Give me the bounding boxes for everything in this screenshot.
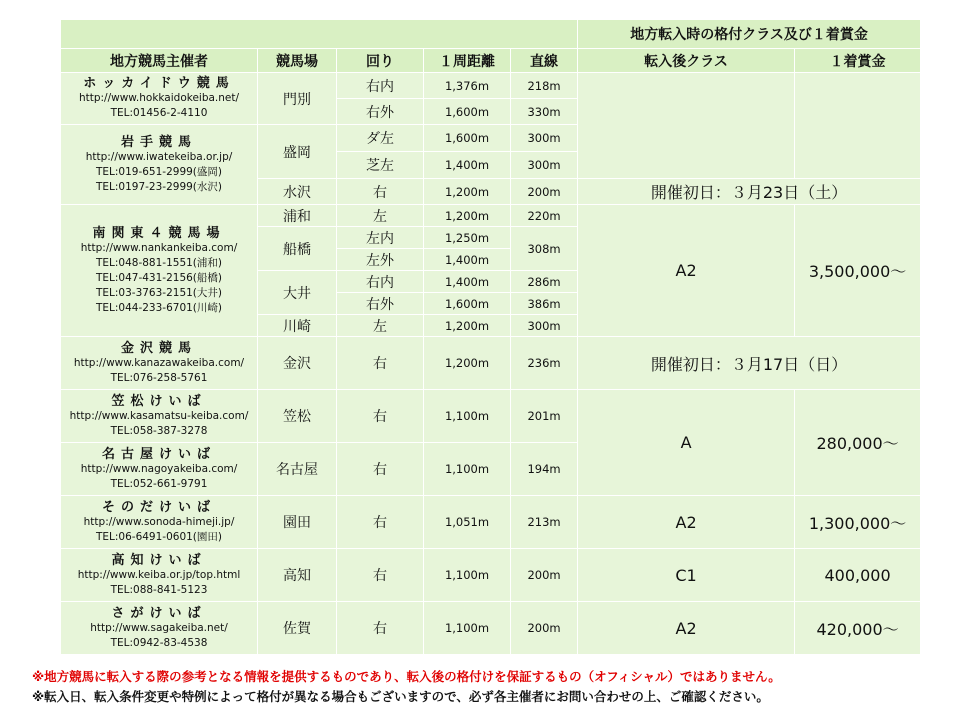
organizer-iwate (61, 125, 258, 205)
header-class: 転入後クラス (578, 49, 795, 73)
track-name: 水沢 (258, 179, 337, 205)
direction: 芝左 (337, 152, 424, 179)
organizer-tel: TEL:048-881-1551(浦和) (95, 256, 222, 269)
header-organizer: 地方競馬主催者 (61, 49, 258, 73)
organizer-tel: TEL:047-431-2156(船橋) (95, 271, 222, 284)
direction: 左 (337, 205, 424, 227)
straight: 220m (511, 205, 578, 227)
direction: 右 (337, 390, 424, 443)
straight: 330m (511, 99, 578, 125)
straight: 200m (511, 179, 578, 205)
first-prize: 420,000～ (795, 602, 921, 655)
direction: 右 (337, 443, 424, 496)
direction: 左 (337, 315, 424, 337)
organizer-tel: TEL:088-841-5123 (110, 583, 208, 596)
distance: 1,250m (424, 227, 511, 249)
track-name: 浦和 (258, 205, 337, 227)
direction: 右 (337, 496, 424, 549)
organizer-kasamatsu (61, 390, 258, 443)
track-name: 川崎 (258, 315, 337, 337)
direction: 左外 (337, 249, 424, 271)
straight: 286m (511, 271, 578, 293)
organizer-tel: TEL:01456-2-4110 (110, 107, 208, 119)
header-straight: 直線 (511, 49, 578, 73)
straight: 300m (511, 315, 578, 337)
prize-blank (795, 73, 921, 179)
track-name: 名古屋 (258, 443, 337, 496)
header-blank (61, 20, 578, 49)
header-group-title: 地方転入時の格付クラス及び１着賞金 (578, 20, 921, 49)
straight: 194m (511, 443, 578, 496)
straight: 201m (511, 390, 578, 443)
direction: 右外 (337, 99, 424, 125)
straight: 308m (511, 227, 578, 271)
header-prize: １着賞金 (795, 49, 921, 73)
straight: 218m (511, 73, 578, 99)
organizer-url[interactable]: http://www.kasamatsu-keiba.com/ (69, 409, 249, 422)
organizer-name: 金沢競馬 (120, 340, 197, 356)
direction: ダ左 (337, 125, 424, 152)
straight: 386m (511, 293, 578, 315)
disclaimer-line-1: ※地方競馬に転入する際の参考となる情報を提供するものであり、転入後の格付けを保証するもの（オフィシャル）ではありません。 (32, 669, 781, 684)
header-direction: 回り (337, 49, 424, 73)
opening-date-note: 開催初日：３月23日（土） (578, 179, 921, 205)
organizer-url[interactable]: http://www.kanazawakeiba.com/ (73, 356, 245, 369)
distance: 1,100m (424, 443, 511, 496)
organizer-url[interactable]: http://www.keiba.or.jp/top.html (77, 568, 241, 581)
distance: 1,100m (424, 390, 511, 443)
track-name: 高知 (258, 549, 337, 602)
header-track: 競馬場 (258, 49, 337, 73)
organizer-url[interactable]: http://www.iwatekeiba.or.jp/ (85, 150, 233, 163)
straight: 300m (511, 125, 578, 152)
header-distance: １周距離 (424, 49, 511, 73)
organizer-tel: TEL:058-387-3278 (110, 424, 208, 437)
first-prize: 3,500,000～ (795, 205, 921, 337)
direction: 左内 (337, 227, 424, 249)
organizer-sonoda (61, 496, 258, 549)
direction: 右内 (337, 271, 424, 293)
organizer-name: 岩手競馬 (120, 134, 197, 150)
direction: 右 (337, 602, 424, 655)
organizer-nagoya (61, 443, 258, 496)
track-name: 盛岡 (258, 125, 337, 179)
track-name: 大井 (258, 271, 337, 315)
organizer-name: 笠松けいば (111, 393, 207, 409)
organizer-name: さがけいば (111, 605, 207, 621)
transfer-info-table (60, 19, 921, 655)
direction: 右 (337, 179, 424, 205)
track-name: 門別 (258, 73, 337, 125)
disclaimer-line-2: ※転入日、転入条件変更や特例によって格付が異なる場合もございますので、必ず各主催者にお問い合わせの上、ご確認ください。 (32, 689, 769, 704)
organizer-url[interactable]: http://www.nankankeiba.com/ (80, 241, 238, 254)
organizer-name: ホッカイドウ競馬 (83, 76, 235, 91)
distance: 1,400m (424, 271, 511, 293)
organizer-tel: TEL:0197-23-2999(水沢) (95, 180, 222, 193)
organizer-url[interactable]: http://www.sonoda-himeji.jp/ (83, 515, 235, 528)
organizer-tel: TEL:06-6491-0601(園田) (95, 530, 222, 543)
track-name: 笠松 (258, 390, 337, 443)
transfer-class: C1 (578, 549, 795, 602)
straight: 213m (511, 496, 578, 549)
track-name: 佐賀 (258, 602, 337, 655)
organizer-tel: TEL:052-661-9791 (110, 477, 208, 490)
track-name: 船橋 (258, 227, 337, 271)
direction: 右 (337, 549, 424, 602)
organizer-hokkaido (61, 73, 258, 125)
straight: 200m (511, 602, 578, 655)
first-prize: 400,000 (795, 549, 921, 602)
straight: 300m (511, 152, 578, 179)
organizer-kanazawa (61, 337, 258, 390)
direction: 右 (337, 337, 424, 390)
track-name: 金沢 (258, 337, 337, 390)
disclaimer-notes (32, 667, 942, 707)
opening-date-note: 開催初日：３月17日（日） (578, 337, 921, 390)
distance: 1,100m (424, 602, 511, 655)
straight: 200m (511, 549, 578, 602)
transfer-class: A2 (578, 496, 795, 549)
organizer-tel: TEL:044-233-6701(川崎) (95, 301, 222, 314)
distance: 1,051m (424, 496, 511, 549)
transfer-class: A (578, 390, 795, 496)
organizer-tel: TEL:019-651-2999(盛岡) (95, 165, 222, 178)
transfer-class: A2 (578, 602, 795, 655)
distance: 1,200m (424, 337, 511, 390)
direction: 右内 (337, 73, 424, 99)
transfer-class: A2 (578, 205, 795, 337)
distance: 1,400m (424, 152, 511, 179)
distance: 1,200m (424, 315, 511, 337)
organizer-name: 高知けいば (111, 552, 207, 568)
organizer-tel: TEL:03-3763-2151(大井) (95, 286, 222, 299)
first-prize: 1,300,000～ (795, 496, 921, 549)
distance: 1,200m (424, 205, 511, 227)
organizer-url[interactable]: http://www.sagakeiba.net/ (90, 621, 228, 634)
distance: 1,100m (424, 549, 511, 602)
organizer-name: そのだけいば (101, 499, 216, 515)
distance: 1,600m (424, 99, 511, 125)
distance: 1,600m (424, 293, 511, 315)
organizer-url[interactable]: http://www.hokkaidokeiba.net/ (78, 92, 240, 104)
distance: 1,200m (424, 179, 511, 205)
organizer-tel: TEL:0942-83-4538 (110, 636, 208, 649)
organizer-saga (61, 602, 258, 655)
organizer-name: 南関東４競馬場 (92, 225, 226, 241)
direction: 右外 (337, 293, 424, 315)
organizer-kochi (61, 549, 258, 602)
distance: 1,376m (424, 73, 511, 99)
distance: 1,600m (424, 125, 511, 152)
organizer-url[interactable]: http://www.nagoyakeiba.com/ (80, 462, 238, 475)
straight: 236m (511, 337, 578, 390)
distance: 1,400m (424, 249, 511, 271)
track-name: 園田 (258, 496, 337, 549)
organizer-name: 名古屋けいば (101, 446, 216, 462)
class-blank (578, 73, 795, 179)
organizer-tel: TEL:076-258-5761 (110, 371, 208, 384)
first-prize: 280,000～ (795, 390, 921, 496)
organizer-minami-kanto (61, 205, 258, 337)
